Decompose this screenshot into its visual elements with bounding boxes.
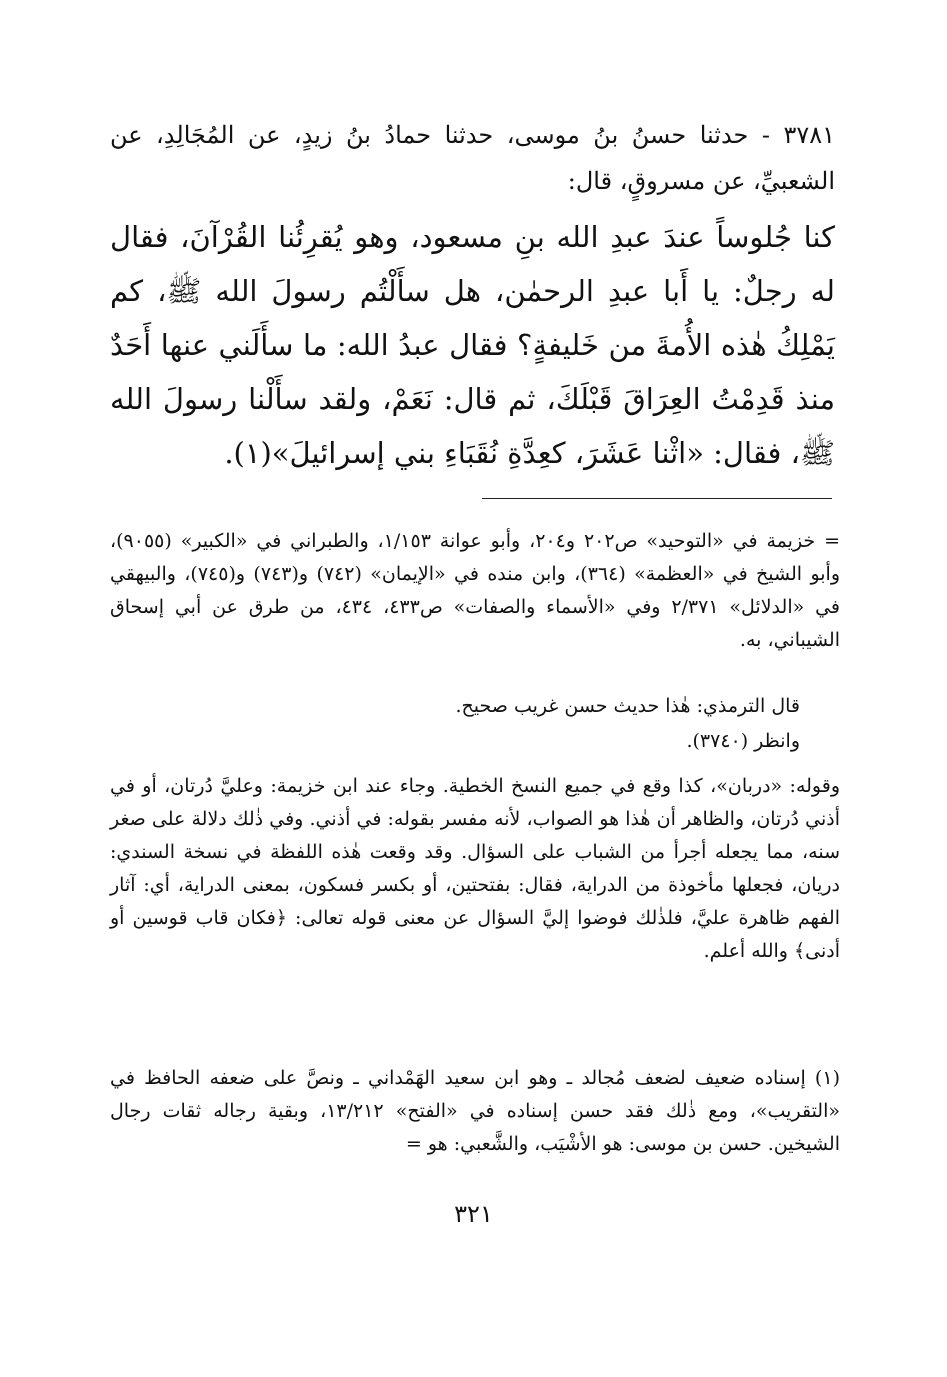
hadith-chain: ٣٧٨١ - حدثنا حسنُ بنُ موسى، حدثنا حمادُ بنُ زيدٍ، عن المُجَالِدِ، عن الشعبيِّ، عن مسروقٍ، قال: xyxy=(110,121,835,195)
footnote-continuation: = خزيمة في «التوحيد» ص٢٠٢ و٢٠٤، وأبو عوانة ١/١٥٣، والطبراني في «الكبير» (٩٠٥٥)، وأبو الشيخ في «العظمة» (٣٦٤)، وابن منده في «الإيمان» (٧٤٢) و(٧٤٣) و(٧٤٥)، والبيهقي في «الدلائل» ٢/٣٧١ وفي «الأسماء والصفات» ص٤٣٣، ٤٣٤، من طرق عن أبي إسحاق الشيباني، به. xyxy=(110,530,840,651)
footnote-1: (١) إسناده ضعيف لضعف مُجالد ـ وهو ابن سعيد الهَمْداني ـ ونصَّ على ضعفه الحافظ في «التقريب»، ومع ذٰلك فقد حسن إسناده في «الفتح» ١٣/٢١٢، وبقية رجاله ثقات رجال الشيخين. حسن بن موسى: هو الأشْيَب، والشَّعبي: هو = xyxy=(110,1067,840,1155)
hadith-text: كنا جُلوساً عندَ عبدِ الله بنِ مسعود، وهو يُقرِئُنا القُرْآنَ، فقال له رجلٌ: يا أَبا عبدِ الرحمٰن، هل سأَلْتُم رسولَ الله ﷺ، كم يَمْلِكُ هٰذه الأُمةَ من خَليفةٍ؟ فقال عبدُ الله: ما سأَلَني عنها أَحَدٌ منذ قَدِمْتُ العِرَاقَ قَبْلَكَ، ثم قال: نَعَمْ، ولقد سأَلْنا رسولَ الله ﷺ، فقال: «اثْنا عَشَرَ، كعِدَّةِ نُقَبَاءِ بني إسرائيلَ»(١). xyxy=(110,220,835,470)
footnote-commentary: وقوله: «دربان»، كذا وقع في جميع النسخ الخطية. وجاء عند ابن خزيمة: وعليَّ دُرتان، أو في أذني دُرتان، والظاهر أن هٰذا هو الصواب، لأنه مفسر بقوله: في أذني. وفي ذٰلك دلالة على صغر سنه، مما يجعله أجرأ من الشباب على السؤال. وقد وقعت هٰذه اللفظة في نسخة السندي: دريان، فجعلها مأخوذة من الدراية، فقال: بفتحتين، أو بكسر فسكون، بمعنى الدراية، أي: آثار الفهم ظاهرة عليَّ، فلذٰلك فوضوا إليَّ السؤال عن معنى قوله تعالى: ﴿فكان قاب قوسين أو أدنى﴾ والله أعلم. xyxy=(110,775,840,962)
footnote-tirmidhi: قال الترمذي: هٰذا حديث حسن غريب صحيح. xyxy=(455,695,800,717)
page-number: ٣٢١ xyxy=(454,1200,493,1228)
footnote-separator xyxy=(482,498,832,499)
footnote-see-also: وانظر (٣٧٤٠). xyxy=(686,730,800,752)
